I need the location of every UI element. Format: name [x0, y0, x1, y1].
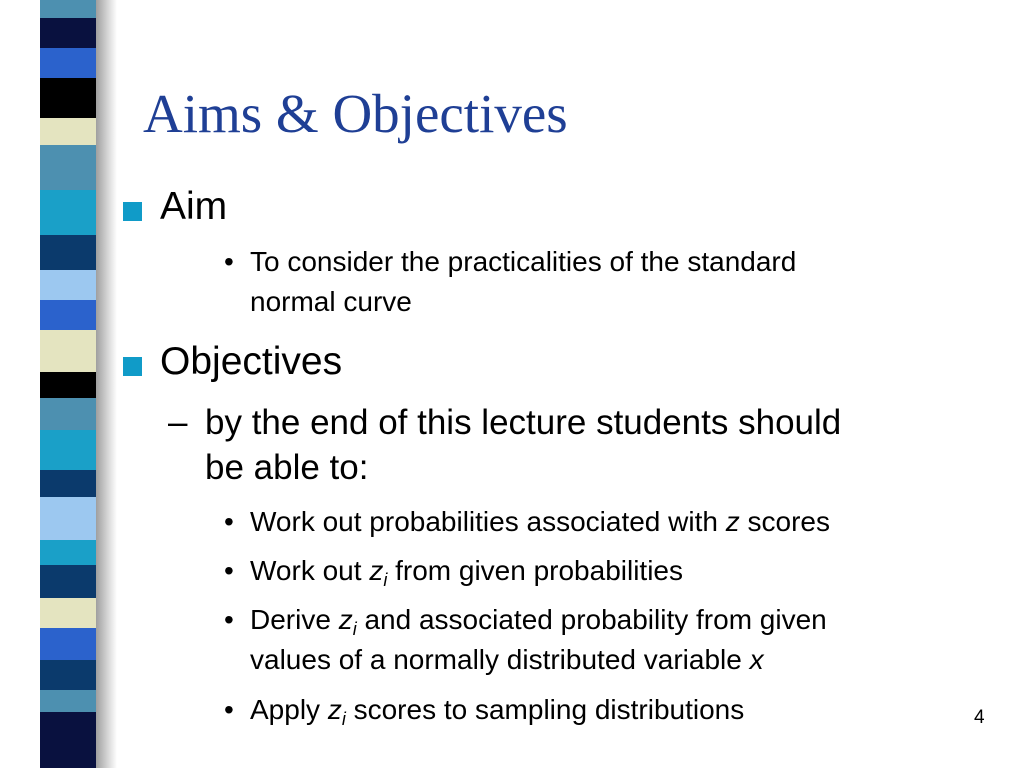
stripe-segment — [40, 497, 96, 540]
bullet-dot-icon: • — [224, 246, 234, 277]
decorative-stripe — [40, 0, 96, 768]
objective-item-text — [250, 600, 827, 640]
objective-text-part: from given probabilities — [387, 555, 684, 586]
objectives-subpoint-line1: by the end of this lecture students should — [205, 403, 842, 442]
variable-z: z — [369, 555, 384, 586]
stripe-segment — [40, 48, 96, 78]
objective-text-part: values of a normally distributed variable — [250, 644, 750, 675]
stripe-segment — [40, 78, 96, 118]
bullet-dot-icon: • — [224, 506, 234, 537]
objective-text-part: scores — [739, 506, 830, 537]
objectives-subpoint-line2: be able to: — [205, 448, 369, 487]
objective-text-part: Work out — [250, 555, 370, 586]
square-bullet-icon — [123, 202, 142, 221]
objective-item-text-line2 — [250, 640, 764, 680]
slide-number: 4 — [974, 707, 985, 728]
bullet-dot-icon: • — [224, 555, 234, 586]
objective-item-text — [250, 502, 830, 542]
objectives-heading: Objectives — [160, 340, 343, 383]
variable-z: z — [338, 604, 353, 635]
variable-z: z — [725, 506, 740, 537]
stripe-segment — [40, 660, 96, 690]
stripe-segment — [40, 235, 96, 270]
objective-item-text — [250, 690, 744, 730]
stripe-segment — [40, 300, 96, 330]
stripe-segment — [40, 270, 96, 300]
stripe-shadow — [95, 0, 117, 768]
stripe-segment — [40, 145, 96, 190]
stripe-segment — [40, 565, 96, 598]
objective-text-part: Derive — [250, 604, 339, 635]
stripe-segment — [40, 690, 96, 712]
stripe-segment — [40, 598, 96, 628]
stripe-segment — [40, 118, 96, 145]
bullet-dot-icon: • — [224, 694, 234, 725]
objective-text-part: Apply — [250, 694, 328, 725]
subscript-i: i — [352, 619, 357, 639]
aim-heading: Aim — [160, 185, 228, 228]
slide-title: Aims & Objectives — [143, 83, 568, 144]
aim-item-line2: normal curve — [250, 286, 412, 317]
dash-bullet-icon: – — [168, 403, 188, 442]
stripe-segment — [40, 430, 96, 470]
stripe-segment — [40, 540, 96, 565]
stripe-segment — [40, 0, 96, 18]
variable-z: z — [327, 694, 342, 725]
subscript-i: i — [341, 709, 346, 729]
objective-text-part: and associated probability from given — [356, 604, 827, 635]
stripe-segment — [40, 398, 96, 430]
stripe-segment — [40, 18, 96, 48]
stripe-segment — [40, 190, 96, 235]
objective-text-part: scores to sampling distributions — [345, 694, 745, 725]
stripe-segment — [40, 628, 96, 660]
stripe-segment — [40, 330, 96, 372]
stripe-segment — [40, 470, 96, 497]
objective-item-text — [250, 551, 683, 591]
aim-item-line1: To consider the practicalities of the standard — [250, 246, 797, 277]
stripe-segment — [40, 712, 96, 740]
bullet-dot-icon: • — [224, 604, 234, 635]
stripe-segment — [40, 372, 96, 398]
variable-x: x — [749, 644, 764, 675]
subscript-i: i — [383, 570, 388, 590]
stripe-segment — [40, 740, 96, 768]
objective-text-part: Work out probabilities associated with — [250, 506, 726, 537]
square-bullet-icon — [123, 357, 142, 376]
